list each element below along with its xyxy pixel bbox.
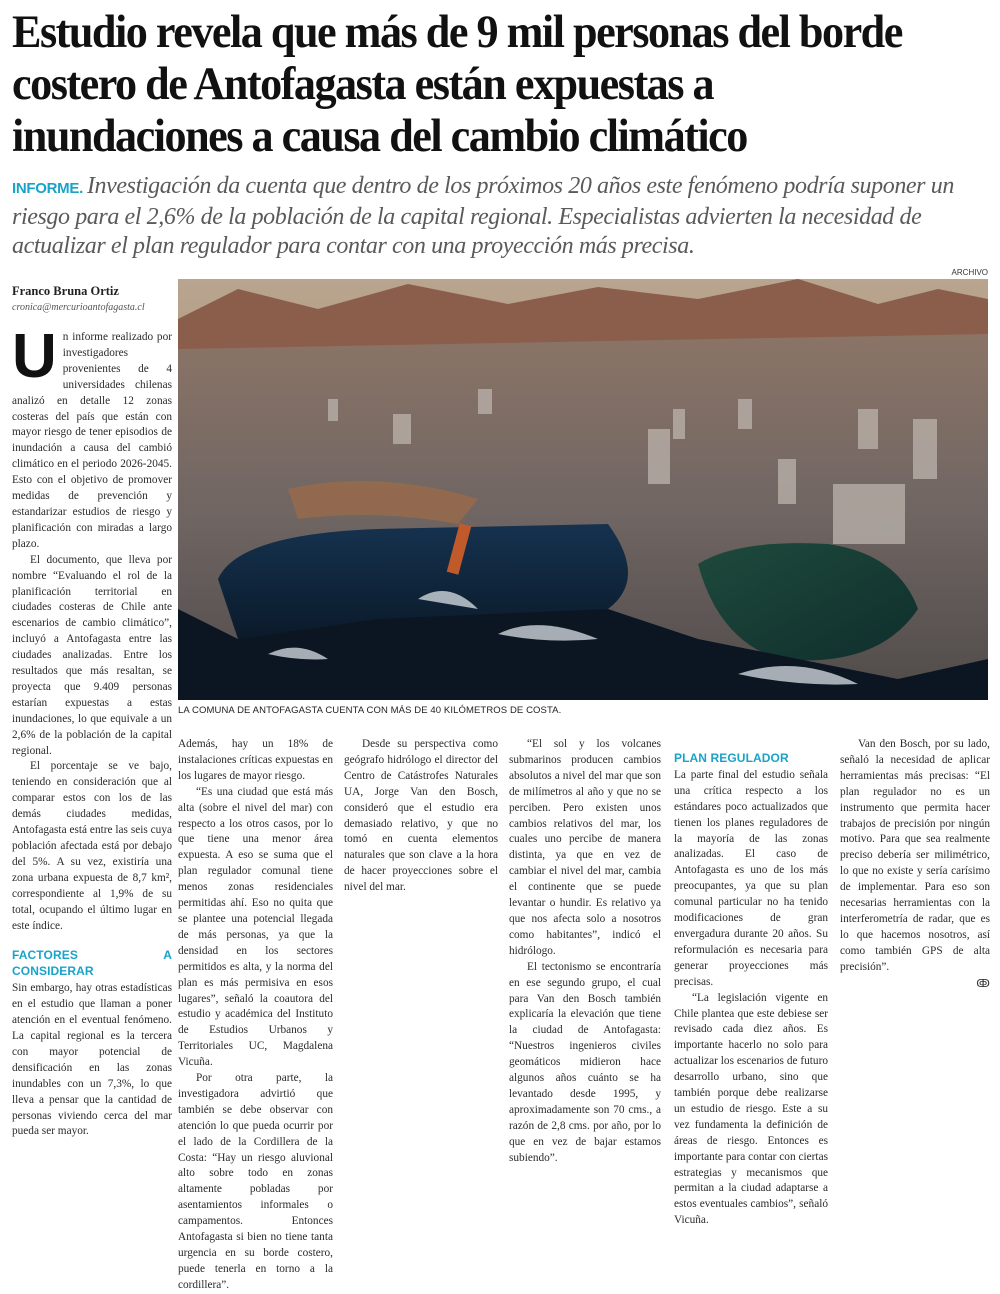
subhead-factores: FACTORES A CONSIDERAR (12, 948, 172, 979)
photo-caption: LA COMUNA DE ANTOFAGASTA CUENTA CON MÁS DE 40 KILÓMETROS DE COSTA. (178, 705, 562, 716)
article-column-4 (509, 737, 661, 1166)
paragraph: Por otra parte, la investigadora advirtió que también se debe observar con atención lo que pueda ocurrir por el lado de la Cordillera de la Costa: “Hay un riesgo aluvional alto sobre todo en zonas altamente pobladas por asentamientos informales o campamentos. Entonces Antofagasta si bien no tiene tanta urgencia en su borde costero, puede tenerla en torno a la cordillera”. (178, 1072, 333, 1291)
aerial-photo (178, 279, 988, 700)
subhead-plan-regulador: PLAN REGULADOR (674, 751, 789, 765)
paragraph: Van den Bosch, por su lado, señaló la necesidad de aplicar herramientas más precisas: “El plan regulador no es un instrumento que permita hacer trabajos de precisión por ningún motivo. Para que sea realmente preciso debería ser milimétrico, lo que no existe y sería carísimo de implementar. Para eso son necesarias herramientas con la interferometría de radar, que es lo que hacemos nosotros, así como también GPS de alta precisión”. (840, 738, 990, 973)
author-email[interactable]: cronica@mercurioantofagasta.cl (12, 302, 145, 313)
byline (12, 284, 172, 313)
article-column-6 (840, 737, 990, 992)
article-column-1 (12, 322, 172, 1140)
paragraph: El porcentaje se ve bajo, teniendo en consideración que al comparar estos con los de las demás ciudades medidas, Antofagasta está entre las seis cuya población afectada está por debajo del 5%. A su vez, existiría una zona urbana expuesta de 8,7 km², correspondiente al 1,9% de su total, ocupando el último lugar en este índice. (12, 760, 172, 932)
lead-paragraph (12, 172, 987, 261)
article-column-5 (674, 737, 828, 1229)
article-column-2 (178, 737, 333, 1294)
paragraph: Además, hay un 18% de instalaciones críticas expuestas en los lugares de mayor riesgo. (178, 738, 333, 782)
kicker: INFORME. (12, 180, 83, 197)
paragraph: Sin embargo, hay otras estadísticas en el estudio que llaman a poner atención en el eventual fenómeno. La capital regional es la tercera con mayor potencial de densificación en las zonas inundables con un 7,3%, lo que lleva a pensar que la cantidad de personas viviendo cerca del mar pueda ser mayor. (12, 982, 172, 1138)
photo-illustration (178, 279, 988, 700)
lead-text: Investigación da cuenta que dentro de los próximos 20 años este fenómeno podría suponer un riesgo para el 2,6% de la población de la capital regional. Especialistas advierten la necesidad de actualizar el plan regulador para contar con una proyección más precisa. (12, 173, 954, 259)
headline: Estudio revela que más de 9 mil personas del borde costero de Antofagasta están expuestas a inundaciones a causa del cambio climático (12, 6, 902, 162)
paragraph: “La legislación vigente en Chile plantea que este debiese ser revisado cada diez años. Es importante hacerlo no solo para actualizar los escenarios de futuro desarrollo urbano, sino que también porque debe realizarse un estudio de riesgo. Este a su vez fundamenta la definición de áreas de riesgo. Entonces es importante para contar con ciertas estrategias y mecanismos que permitan a la ciudad adaptarse a estos eventuales cambios”, señaló Vicuña. (674, 991, 828, 1227)
author-name: Franco Bruna Ortiz (12, 284, 119, 298)
photo-credit: ARCHIVO (951, 268, 988, 277)
article-column-3 (344, 737, 498, 896)
end-mark-icon: ↂ (976, 976, 990, 990)
drop-cap: U (12, 322, 57, 391)
paragraph: Desde su perspectiva como geógrafo hidrólogo el director del Centro de Catástrofes Naturales UA, Jorge Van den Bosch, consideró que el estudio era demasiado relativo, y que no tomó en cuenta elementos naturales que son clave a la hora de hacer proyecciones sobre el nivel del mar. (344, 738, 498, 894)
paragraph: Un informe realizado por investigadores provenientes de 4 universidades chilenas analizó en detalle 12 zonas costeras del país que están con mayor riesgo de tener episodios de inundación a causa del cambió climático en el periodo 2026-2045. Esto con el objetivo de promover medidas de prevención y estandarizar estudios de riesgo y planificación con miradas a largo plazo. (12, 322, 172, 550)
paragraph: “Es una ciudad que está más alta (sobre el nivel del mar) con respecto a los otros casos, por lo que tiene una menor área expuesta. A eso se suma que el plan regulador comunal tiene menos zonas residenciales permitidas ahí. Eso no quita que se plantee una potencial llegada de más personas, ya que la densidad en los sectores permitidos es alta, y la norma del plan es más permisiva en esos lugares”, señaló la coautora del estudio y académica del Instituto de Estudios Urbanos y Territoriales UC, Magdalena Vicuña. (178, 785, 333, 1069)
paragraph: El tectonismo se encontraría en ese segundo grupo, el cual para Van den Bosch también explicaría la elevación que tiene la ciudad de Antofagasta: “Nuestros ingenieros civiles geomáticos midieron hace algunos años cuánto se ha levantado desde 1995, y aproximadamente son 70 cms., a razón de 2,8 cms. por año, por lo que en vez de bajar estamos subiendo”. (509, 960, 661, 1164)
paragraph: La parte final del estudio señala una crítica respecto a los estándares poco actualizados que tienen los planes reguladores de la mayoría de las zonas analizadas. El caso de Antofagasta es uno de los más preocupantes, ya que su plan comunal particular no ha tenido modificaciones de gran envergadura durante 20 años. Su reformulación es necesaria para generar proyecciones más precisas. (674, 768, 828, 988)
paragraph: “El sol y los volcanes submarinos producen cambios absolutos a nivel del mar que son de milímetros al año y que no se perciben. Pero existen unos cambios relativos del mar, los cuales uno percibe de manera distinta, ya que en vez de cambiar el nivel del mar, cambia el continente que se puede levantar o hundir. Es relativo ya que nos afecta solo a nosotros como habitantes”, indicó el hidrólogo. (509, 738, 661, 957)
paragraph: El documento, que lleva por nombre “Evaluando el rol de la planificación territorial en ciudades costeras de Chile ante escenarios de cambio climático”, incluyó a Antofagasta entre las ciudades analizadas. Entre los resultados que más resaltan, se proyecta que 9.409 personas estarían expuestas a estas inundaciones, lo que equivale a un 2,6% de la población de la capital regional. (12, 553, 172, 757)
